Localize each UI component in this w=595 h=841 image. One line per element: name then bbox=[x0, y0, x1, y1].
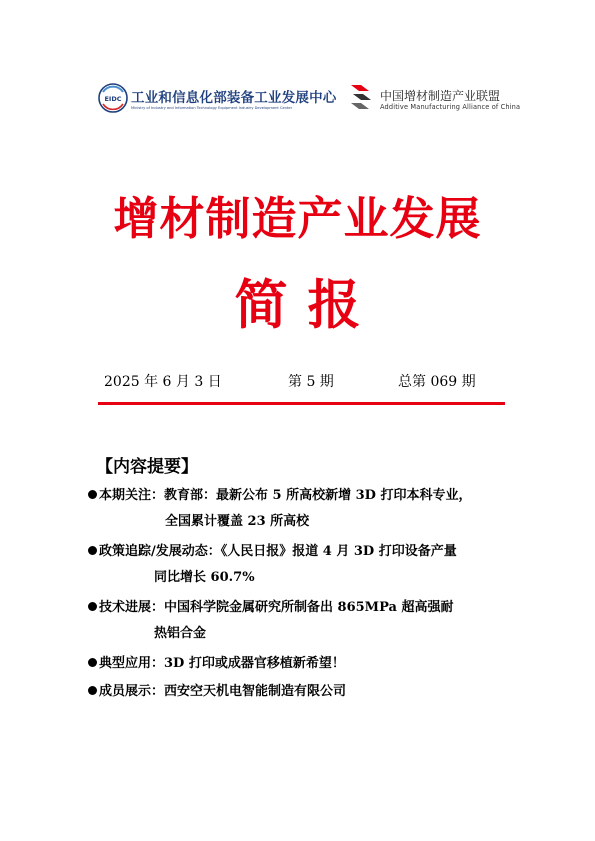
toc-item[interactable] bbox=[88, 539, 513, 591]
toc-item-label: 成员展示： bbox=[99, 684, 165, 699]
bullet-icon bbox=[88, 546, 97, 555]
toc-item[interactable] bbox=[88, 595, 513, 647]
eidc-name-cn: 工业和信息化部装备工业发展中心 bbox=[131, 90, 337, 106]
toc-item-text-cont: 同比增长 60.7% bbox=[154, 570, 255, 585]
bullet-icon bbox=[88, 686, 97, 695]
eidc-logo-icon bbox=[97, 82, 129, 114]
logo-eidc bbox=[97, 80, 337, 120]
toc-item-label: 典型应用： bbox=[99, 656, 165, 671]
bullet-icon bbox=[88, 490, 97, 499]
toc-item-label: 本期关注： bbox=[99, 488, 165, 503]
logo-amac bbox=[349, 82, 521, 116]
toc-heading: 【内容提要】 bbox=[96, 457, 198, 477]
bulletin-title: 增材制造产业发展 bbox=[113, 192, 482, 245]
toc-item-text: 《人民日报》报道 4 月 3D 打印设备产量 bbox=[220, 544, 457, 559]
eidc-name-en: Ministry of Industry and Information Technology Equipment Industry Development Center bbox=[131, 106, 293, 110]
amac-name-en: Additive Manufacturing Alliance of China bbox=[380, 103, 521, 111]
toc-item-text-cont: 热铝合金 bbox=[154, 626, 207, 641]
toc-item[interactable] bbox=[88, 651, 513, 677]
toc-item-text: 3D 打印或成器官移植新希望！ bbox=[164, 656, 345, 671]
header-divider bbox=[98, 402, 505, 405]
bulletin-subtitle: 简报 bbox=[234, 274, 381, 336]
toc-item[interactable] bbox=[88, 679, 513, 705]
amac-name-cn: 中国增材制造产业联盟 bbox=[380, 89, 501, 103]
toc-item-text: 中国科学院金属研究所制备出 865MPa 超高强耐 bbox=[164, 600, 454, 615]
toc-item[interactable] bbox=[88, 483, 513, 535]
amac-logo-icon bbox=[349, 82, 373, 112]
toc-item-text: 教育部：最新公布 5 所高校新增 3D 打印本科专业， bbox=[164, 488, 472, 503]
bullet-icon bbox=[88, 658, 97, 667]
issue-date: 2025 年 6 月 3 日 bbox=[104, 374, 222, 390]
toc-item-label: 政策追踪/发展动态： bbox=[99, 544, 221, 559]
toc-item-label: 技术进展： bbox=[99, 600, 165, 615]
issue-total-number: 总第 069 期 bbox=[398, 374, 476, 390]
issue-number: 第 5 期 bbox=[288, 374, 334, 390]
toc-item-text-cont: 全国累计覆盖 23 所高校 bbox=[165, 514, 310, 529]
bullet-icon bbox=[88, 602, 97, 611]
toc-item-text: 西安空天机电智能制造有限公司 bbox=[164, 684, 347, 699]
eidc-mark-text: EIDC bbox=[104, 95, 122, 103]
